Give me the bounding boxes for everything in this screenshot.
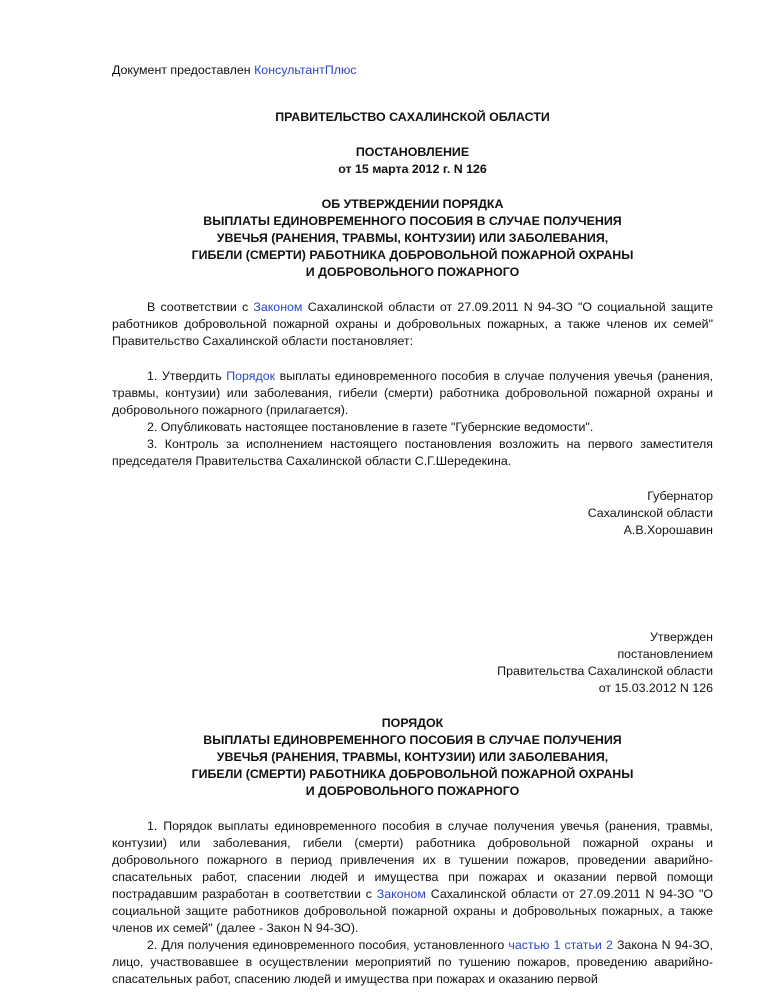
government-title: ПРАВИТЕЛЬСТВО САХАЛИНСКОЙ ОБЛАСТИ xyxy=(275,110,550,124)
order-title-line: ГИБЕЛИ (СМЕРТИ) РАБОТНИКА ДОБРОВОЛЬНОЙ ПОЖАРНОЙ ОХРАНЫ xyxy=(191,767,634,781)
governor-signature: Губернатор Сахалинской области А.В.Хорошавин xyxy=(587,489,713,537)
resolution-heading xyxy=(112,144,713,178)
order-paragraph-1: 1. Порядок выплаты единовременного пособия в случае получения увечья (ранения, травмы, контузии) или заболевания, гибели (смерти) работника добровольной пожарной охраны и добровольного пожарного в период привлечения их в тушении пожаров, проведении аварийно-спасательных работ, спасении людей и имущества при пожарах и оказании первой помощи пострадавшим разработан в соответствии с Законом Сахалинской области от 27.09.2011 N 94-ЗО "О социальной защите работников добровольной пожарной охраны и добровольных пожарных, а также членов их семей" (далее - Закон N 94-ЗО). xyxy=(112,819,713,935)
subject-line: УВЕЧЬЯ (РАНЕНИЯ, ТРАВМЫ, КОНТУЗИИ) ИЛИ ЗАБОЛЕВАНИЯ, xyxy=(216,231,609,245)
item-3: 3. Контроль за исполнением настоящего постановления возложить на первого заместителя председателя Правительства Сахалинской области С.Г.Шередекина. xyxy=(112,437,713,468)
order-title-line: ПОРЯДОК xyxy=(381,716,444,730)
resolution-subject xyxy=(112,196,713,281)
item-1: 1. Утвердить Порядок выплаты единовременного пособия в случае получения увечья (ранения, травмы, контузии) или заболевания, гибели (смерти) работника добровольной пожарной охраны и добровольного пожарного (прилагается). xyxy=(112,369,713,417)
provider-prefix: Документ предоставлен xyxy=(112,63,251,77)
subject-line: И ДОБРОВОЛЬНОГО ПОЖАРНОГО xyxy=(305,265,520,279)
article-link[interactable]: частью 1 статьи 2 xyxy=(508,938,613,952)
preamble-paragraph: В соответствии с Законом Сахалинской области от 27.09.2011 N 94-ЗО "О социальной защите работников добровольной пожарной охраны и добровольных пожарных, а также членов их семей" Правительство Сахалинской области постановляет: xyxy=(112,300,714,348)
subject-line: ОБ УТВЕРЖДЕНИИ ПОРЯДКА xyxy=(321,197,504,211)
order-title xyxy=(112,715,713,800)
doc-date-number: от 15 марта 2012 г. N 126 xyxy=(338,162,487,176)
consultant-plus-link[interactable]: КонсультантПлюс xyxy=(254,63,357,77)
provider-header xyxy=(112,62,713,79)
doc-type: ПОСТАНОВЛЕНИЕ xyxy=(355,145,470,159)
order-title-line: И ДОБРОВОЛЬНОГО ПОЖАРНОГО xyxy=(305,784,520,798)
order-paragraph-2: 2. Для получения единовременного пособия, установленного частью 1 статьи 2 Закона N 94-ЗО, лицо, участвовавшее в осуществлении мероприятий по тушению пожаров, проведению аварийно-спасательных работ, спасению людей и имущества при пожарах и оказанию первой xyxy=(112,938,713,986)
order-title-line: ВЫПЛАТЫ ЕДИНОВРЕМЕННОГО ПОСОБИЯ В СЛУЧАЕ ПОЛУЧЕНИЯ xyxy=(203,733,622,747)
order-title-line: УВЕЧЬЯ (РАНЕНИЯ, ТРАВМЫ, КОНТУЗИИ) ИЛИ ЗАБОЛЕВАНИЯ, xyxy=(216,750,609,764)
subject-line: ВЫПЛАТЫ ЕДИНОВРЕМЕННОГО ПОСОБИЯ В СЛУЧАЕ ПОЛУЧЕНИЯ xyxy=(203,214,622,228)
item-2: 2. Опубликовать настоящее постановление в газете "Губернские ведомости". xyxy=(147,420,594,434)
law-link[interactable]: Законом xyxy=(253,300,303,314)
order-link[interactable]: Порядок xyxy=(226,369,276,383)
subject-line: ГИБЕЛИ (СМЕРТИ) РАБОТНИКА ДОБРОВОЛЬНОЙ ПОЖАРНОЙ ОХРАНЫ xyxy=(191,248,634,262)
approval-stamp: Утвержден постановлением Правительства Сахалинской области от 15.03.2012 N 126 xyxy=(497,630,713,695)
law-link-2[interactable]: Законом xyxy=(376,887,426,901)
